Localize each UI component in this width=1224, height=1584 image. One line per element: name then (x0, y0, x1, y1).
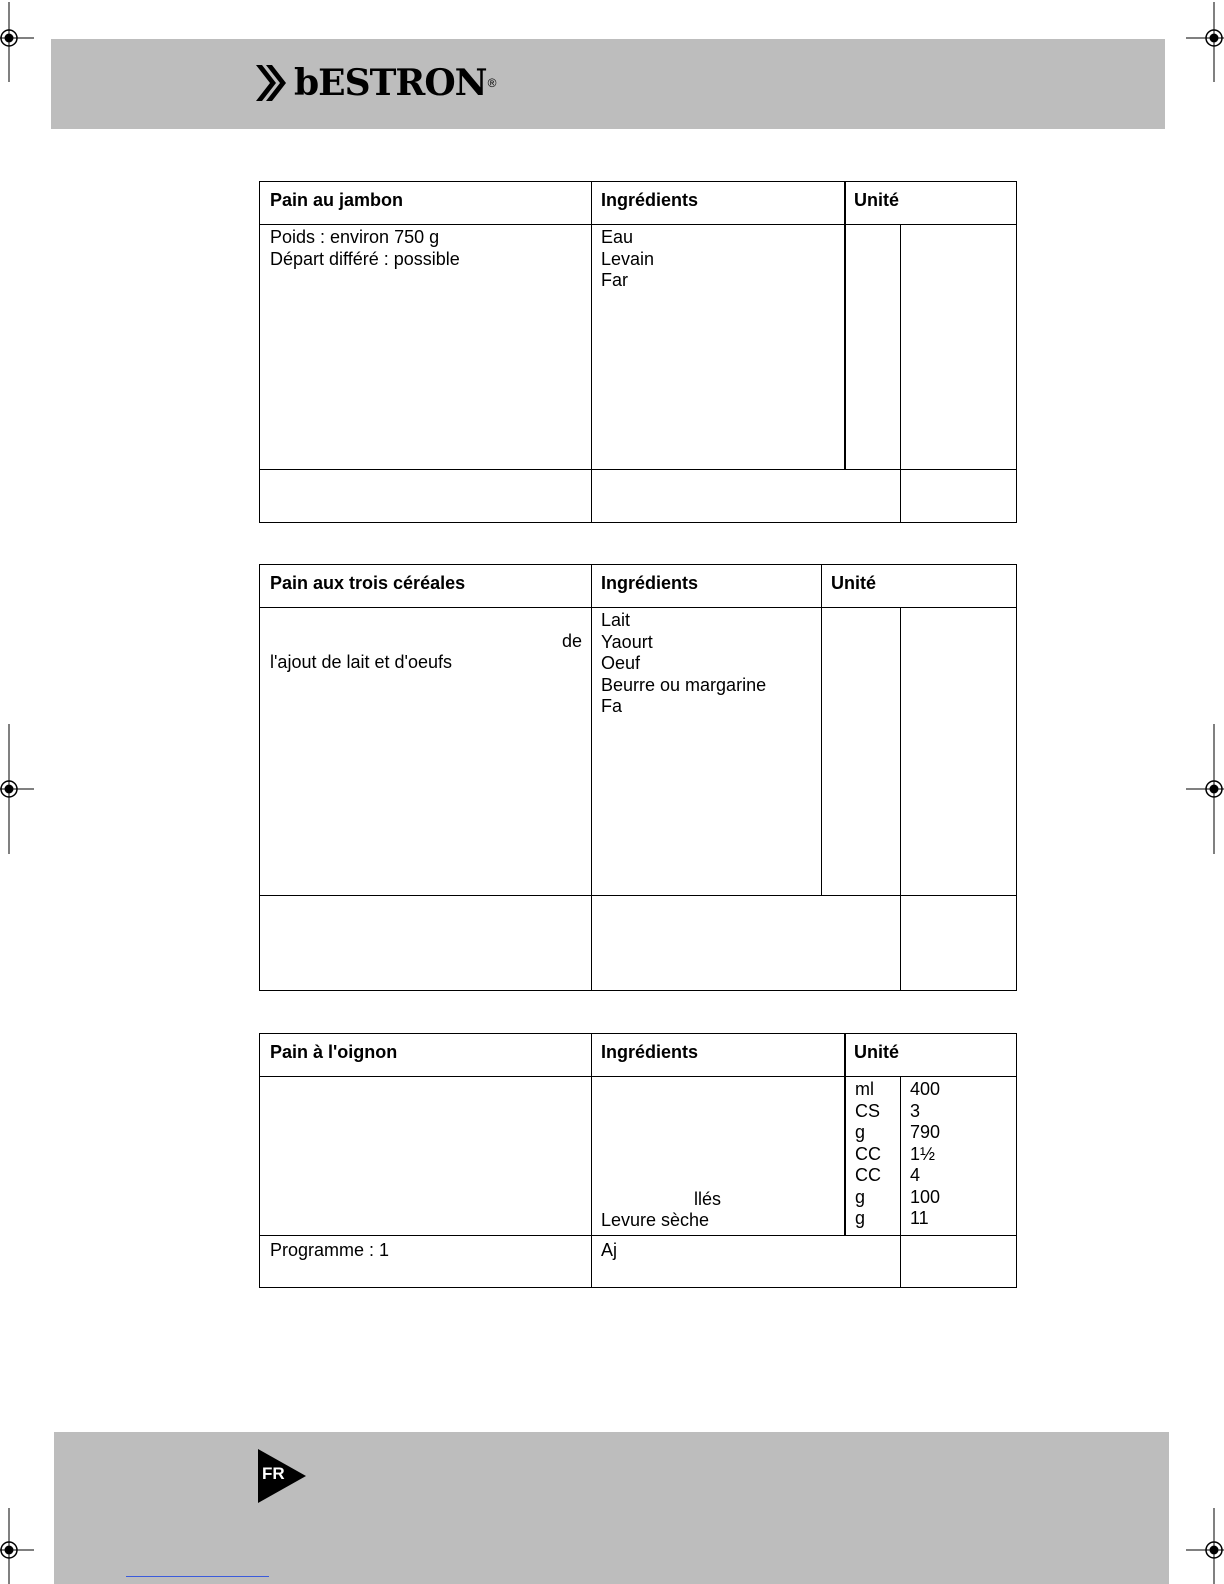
ingredients-header: Ingrédients (601, 190, 699, 210)
ingredient-item: Beurre ou margarine (601, 674, 767, 695)
ingredient-item: Fa (601, 696, 623, 716)
ingredients-header: Ingrédients (601, 573, 699, 593)
ingredient-item: Levain (601, 248, 655, 269)
info-line: l'ajout de lait et d'oeufs (270, 652, 452, 672)
unit-list (855, 1079, 881, 1230)
crop-mark-top-left (0, 2, 34, 82)
recipe-title: Pain aux trois céréales (270, 573, 466, 593)
ingredient-item: Oeuf (601, 653, 641, 673)
quantity-list (910, 1079, 940, 1230)
unit-header: Unité (854, 1042, 899, 1062)
recipe-title: Pain à l'oignon (270, 1042, 398, 1062)
quantity-item: 1½ (910, 1143, 936, 1164)
brand-name: bESTRON (294, 62, 487, 104)
language-badge-label: FR (262, 1464, 285, 1483)
note-fragment: Aj (601, 1240, 618, 1260)
info-fragment: de (561, 631, 582, 651)
quantity-item: 11 (910, 1208, 929, 1228)
unit-header: Unité (831, 573, 876, 593)
quantity-item: 100 (910, 1186, 941, 1207)
quantity-item: 790 (910, 1122, 941, 1142)
ingredients-header: Ingrédients (601, 1042, 699, 1062)
chevron-logo-icon (256, 63, 290, 103)
info-line: Poids : environ 750 g (270, 227, 440, 247)
crop-mark-mid-left (0, 724, 34, 854)
footer-link-underline[interactable] (126, 1576, 269, 1577)
program-label: Programme : 1 (270, 1240, 390, 1260)
recipe-table-ham-bread (259, 181, 1017, 523)
ingredient-item: Levure sèche (601, 1210, 710, 1230)
unit-item: ml (855, 1079, 874, 1099)
ingredient-item: Lait (601, 610, 631, 630)
recipe-title: Pain au jambon (270, 190, 404, 210)
crop-mark-bottom-left (0, 1508, 34, 1584)
recipe-table-onion-bread (259, 1033, 1017, 1288)
unit-item: g (855, 1122, 866, 1142)
ingredient-list (601, 227, 654, 292)
recipe-table-three-grain-bread (259, 564, 1017, 991)
quantity-item: 400 (910, 1079, 941, 1099)
unit-item: g (855, 1208, 866, 1228)
header-band (51, 39, 1165, 129)
ingredient-list (601, 610, 766, 718)
unit-item: CC (855, 1143, 881, 1164)
footer-band (54, 1432, 1169, 1584)
registered-mark: ® (487, 76, 497, 90)
crop-mark-bottom-right (1186, 1508, 1224, 1584)
crop-mark-mid-right (1186, 724, 1224, 854)
unit-item: g (855, 1186, 866, 1207)
quantity-item: 4 (910, 1165, 921, 1185)
ingredient-item: Far (601, 270, 628, 290)
ingredient-fragment: llés (693, 1189, 721, 1209)
recipe-info (270, 227, 460, 270)
unit-item: CS (855, 1100, 881, 1121)
unit-header: Unité (854, 190, 899, 210)
info-line: Départ différé : possible (270, 248, 460, 269)
unit-item: CC (855, 1165, 881, 1185)
crop-mark-top-right (1186, 2, 1224, 82)
bestron-logo (256, 62, 496, 104)
quantity-item: 3 (910, 1100, 921, 1121)
ingredient-item: Yaourt (601, 631, 653, 652)
ingredient-item: Eau (601, 227, 634, 247)
